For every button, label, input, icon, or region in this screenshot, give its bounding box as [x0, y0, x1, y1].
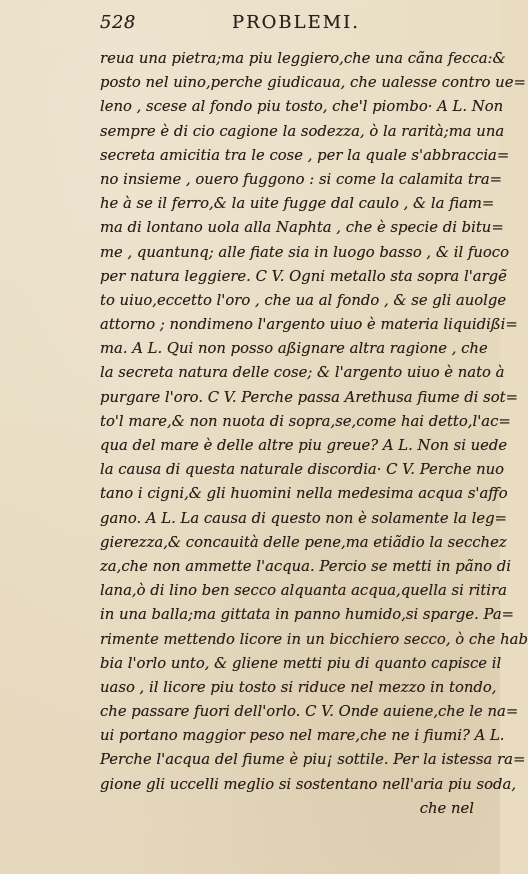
- text-line: me , quantunq; alle fiate sia in luogo basso , & il fuoco: [100, 243, 509, 261]
- text-line: posto nel uino,perche giudicaua, che ualesse contro ue=: [100, 74, 526, 92]
- text-line: rimente mettendo licore in un bicchiero secco, ò che hab: [100, 630, 528, 648]
- text-line: ma di lontano uola alla Naphta , che è specie di bitu=: [100, 219, 504, 237]
- text-line: bia l'orlo unto, & gliene metti piu di quanto capisce il: [100, 654, 502, 672]
- body-text: [100, 47, 528, 821]
- text-line: che passare fuori dell'orlo. C V. Onde auiene,che le na=: [100, 703, 519, 721]
- text-line: lana,ò di lino ben secco alquanta acqua,quella si ritira: [100, 582, 507, 600]
- text-line: la causa di questa naturale discordia· C V. Perche nuo: [100, 461, 505, 479]
- text-line: sempre è di cio cagione la sodezza, ò la rarità;ma una: [100, 122, 505, 140]
- text-line: to uiuo,eccetto l'oro , che ua al fondo , & se gli auolge: [100, 291, 507, 309]
- text-line: he à se il ferro,& la uite fugge dal caulo , & la fiam=: [100, 195, 495, 213]
- text-line: uaso , il licore piu tosto si riduce nel mezzo in tondo,: [100, 678, 497, 696]
- text-line: to'l mare,& non nuota di sopra,se,come hai detto,l'ac=: [100, 412, 511, 430]
- text-line: leno , scese al fondo piu tosto, che'l piombo· A L. Non: [100, 98, 504, 116]
- text-line: qua del mare è delle altre piu greue? A L. Non si uede: [100, 437, 508, 454]
- text-line: za,che non ammette l'acqua. Percio se metti in pãno di: [100, 557, 511, 575]
- text-line: la secreta natura delle cose; & l'argento uiuo è nato à: [100, 364, 505, 382]
- page-number: 528: [100, 12, 136, 33]
- text-line: per natura leggiere. C V. Ogni metallo sta sopra l'argẽ: [100, 267, 507, 285]
- text-line: reua una pietra;ma piu leggiero,che una cãna fecca:&: [100, 50, 506, 67]
- text-line: Perche l'acqua del fiume è piu¡ sottile. Per la istessa ra=: [100, 751, 526, 769]
- text-line: gierezza,& concauità delle pene,ma etiãdio la secchez: [100, 533, 507, 551]
- page-header: [100, 12, 480, 42]
- text-line: ma. A L. Qui non posso aßignare altra ragione , che: [100, 340, 488, 358]
- running-head: PROBLEMI.: [231, 12, 360, 33]
- text-line: ui portano maggior peso nel mare,che ne i fiumi? A L.: [100, 727, 505, 745]
- text-line: secreta amicitia tra le cose , per la quale s'abbraccia=: [100, 146, 510, 164]
- text-line: no insieme , ouero fuggono : si come la calamita tra=: [100, 170, 503, 188]
- text-line: tano i cigni,& gli huomini nella medesima acqua s'affo: [100, 485, 508, 503]
- catchword: che nel: [419, 799, 474, 817]
- text-line: in una balla;ma gittata in panno humido,si sparge. Pa=: [100, 606, 515, 624]
- text-line: attorno ; nondimeno l'argento uiuo è materia liquidißi=: [100, 316, 518, 334]
- text-line: gano. A L. La causa di questo non è solamente la leg=: [100, 509, 507, 527]
- text-line: gione gli uccelli meglio si sostentano nell'aria piu soda,: [100, 775, 517, 793]
- text-line: purgare l'oro. C V. Perche passa Arethusa fiume di sot=: [100, 388, 518, 406]
